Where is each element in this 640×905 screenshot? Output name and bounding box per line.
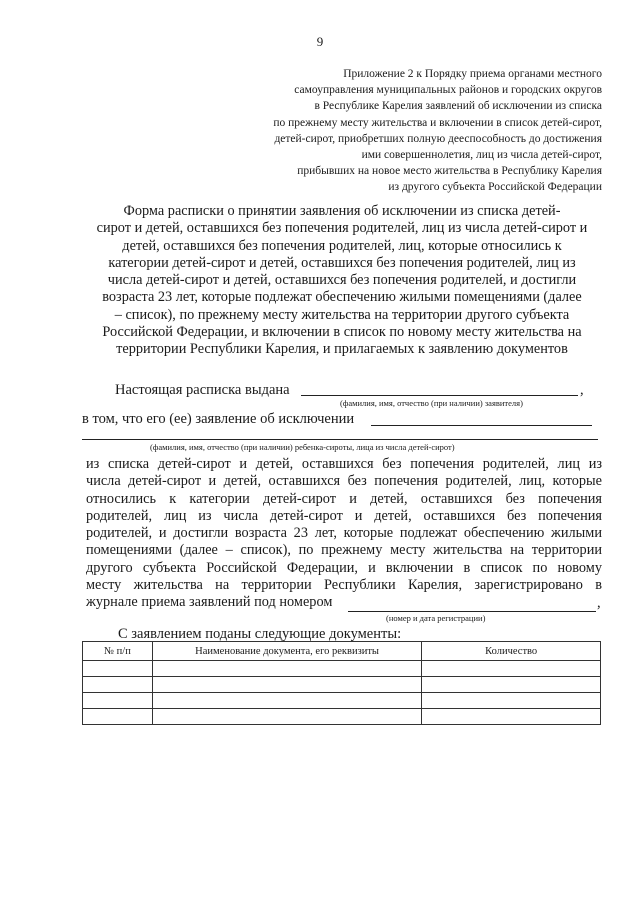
table-cell[interactable] xyxy=(152,709,421,725)
child-caption: (фамилия, имя, отчество (при наличии) ребенка-сироты, лица из числа детей-сирот) xyxy=(150,442,455,452)
table-cell[interactable] xyxy=(422,661,601,677)
body-line: относились к категории детей-сирот и детей, оставшихся без попечения xyxy=(86,490,602,507)
title-line: Форма расписки о принятии заявления об исключении из списка детей- xyxy=(123,203,561,219)
registration-number-field[interactable] xyxy=(348,611,596,612)
issued-label: Настоящая расписка выдана xyxy=(115,382,290,398)
appendix-line: по прежнему месту жительства и включении в список детей-сирот, xyxy=(273,116,602,129)
column-header: № п/п xyxy=(83,642,153,661)
appendix-line: Приложение 2 к Порядку приема органами местного xyxy=(343,68,602,80)
form-title xyxy=(82,203,602,359)
table-header-row xyxy=(83,642,601,661)
table-cell[interactable] xyxy=(83,709,153,725)
appendix-line: детей-сирот, приобретших полную дееспособность до достижения xyxy=(274,132,602,145)
title-line: сирот и детей, оставшихся без попечения родителей, лиц из числа детей-сирот и xyxy=(96,220,588,237)
table-cell[interactable] xyxy=(83,677,153,693)
documents-table xyxy=(82,641,601,725)
table-cell[interactable] xyxy=(83,661,153,677)
appendix-line: из другого субъекта Российской Федерации xyxy=(388,181,602,194)
registration-caption: (номер и дата регистрации) xyxy=(386,613,486,623)
table-cell[interactable] xyxy=(422,677,601,693)
title-line: числа детей-сирот и детей, оставшихся без попечения родителей, и достигли xyxy=(107,272,577,289)
appendix-line: в Республике Карелия заявлений об исключении из списка xyxy=(314,100,602,113)
title-line: Российской Федерации, и включении в список по новому месту жительства на xyxy=(102,324,582,341)
statement-label: в том, что его (ее) заявление об исключении xyxy=(82,411,355,427)
title-line: территории Республики Карелия, и прилагаемых к заявлению документов xyxy=(116,341,568,358)
statement-field[interactable] xyxy=(371,425,592,426)
table-row xyxy=(83,661,601,677)
table-cell[interactable] xyxy=(422,709,601,725)
table-row xyxy=(83,677,601,693)
body-line: другого субъекта Российской Федерации, и включении в список по новому xyxy=(86,559,602,576)
appendix-line: самоуправления муниципальных районов и городских округов xyxy=(294,84,602,97)
appendix-header xyxy=(272,66,602,196)
table-cell[interactable] xyxy=(152,677,421,693)
number-comma: , xyxy=(597,595,601,611)
body-line: числа детей-сирот и детей, оставшихся без попечения родителей, лиц, которые xyxy=(86,473,602,490)
table-row xyxy=(83,709,601,725)
table-cell[interactable] xyxy=(83,693,153,709)
table-cell[interactable] xyxy=(152,693,421,709)
page-number: 9 xyxy=(316,34,324,49)
body-line: журнале приема заявлений под номером xyxy=(86,594,333,611)
body-line: из списка детей-сирот и детей, оставшихся без попечения родителей, лиц из xyxy=(86,456,602,472)
appendix-line: прибывших на новое место жительства в Республику Карелия xyxy=(297,165,602,178)
body-line: месту жительства на территории Республики Карелия, зарегистрировано в xyxy=(86,577,602,594)
title-line: – список), по прежнему месту жительства на территории другого субъекта xyxy=(114,306,570,323)
appendix-line: ими совершеннолетия, лиц из числа детей-сирот, xyxy=(361,149,602,162)
title-line: категории детей-сирот и детей, оставшихся без попечения родителей, лиц из xyxy=(108,254,576,271)
receipt-body xyxy=(86,456,602,612)
applicant-caption: (фамилия, имя, отчество (при наличии) заявителя) xyxy=(340,398,523,408)
child-name-field[interactable] xyxy=(82,439,598,440)
table-cell[interactable] xyxy=(152,661,421,677)
body-line: помещениями (далее – список), по прежнему месту жительства на территории xyxy=(86,542,602,559)
applicant-name-field[interactable] xyxy=(301,395,578,396)
table-cell[interactable] xyxy=(422,693,601,709)
title-line: возраста 23 лет, которые подлежат обеспечению жилыми помещениями (далее xyxy=(102,289,582,306)
body-line: родителей, и достигли возраста 23 лет, которые подлежат обеспечению жилыми xyxy=(86,525,602,542)
column-header: Наименование документа, его реквизиты xyxy=(152,642,421,661)
issued-comma: , xyxy=(580,382,584,398)
body-line: родителей, лиц из числа детей-сирот и детей, оставшихся без попечения xyxy=(86,507,602,524)
documents-heading: С заявлением поданы следующие документы: xyxy=(118,626,402,642)
table-row xyxy=(83,693,601,709)
title-line: детей, оставшихся без попечения родителей, лиц, которые относились к xyxy=(122,237,562,254)
column-header: Количество xyxy=(422,642,601,661)
